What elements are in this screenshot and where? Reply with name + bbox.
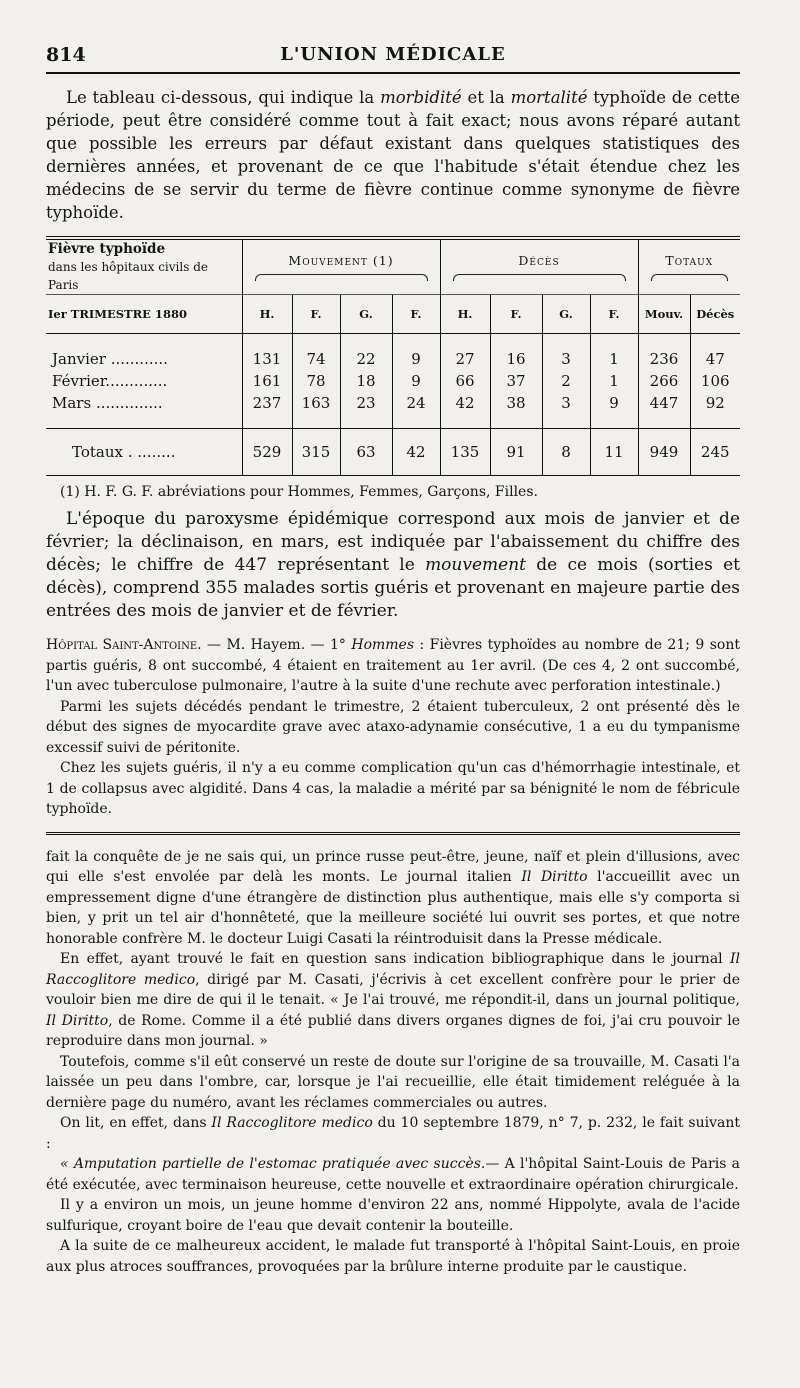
feuilleton-separator [46, 832, 740, 835]
group-deces: Décès [440, 240, 638, 295]
hospital-name: Hôpital Saint-Antoine. [46, 637, 202, 653]
page-header [46, 38, 740, 68]
hospital-paragraph-3: Chez les sujets guéris, il n'y a eu comme complication qu'un cas d'hémorrhagie intestinale, et 1 de collapsus avec algidité. Dans 4 cas, la maladie a mérité par sa bénignité le nom de fébricule typhoïde. [46, 760, 740, 817]
feuilleton-paragraph: fait la conquête de je ne sais qui, un prince russe peut-être, jeune, naïf et plein d'illusions, avec qui elle s'est envolée par delà les monts. Le journal italien Il Diritto l'accueillit avec un empressement digne d'une étrangère de distinction plus authentique, mais elle s'y comporta si bien, y prit un tel air d'honnêteté, que la meilleure société lui ouvrit ses portes, et que notre honorable confrère M. le docteur Luigi Casati la réintroduisit dans la Presse médicale. [46, 848, 741, 947]
table-row: Janvier ............ 131 74 22 9 27 16 3 1 236 47 [46, 334, 740, 371]
intro-paragraph: Le tableau ci-dessous, qui indique la morbidité et la mortalité typhoïde de cette période, peut être considéré comme tout à fait exact; nous avons réparé autant que possible les erreurs par défaut existant dans quelques statistiques des dernières années, et provenant de ce que l'habitude s'était étendue chez les médecins de se servir du terme de fièvre continue comme synonyme de fièvre typhoïde. [46, 88, 740, 222]
col-header: F. [392, 295, 440, 334]
feuilleton-quote: « Amputation partielle de l'estomac pratiquée avec succès.— A l'hôpital Saint-Louis de Paris a été exécutée, avec terminaison heureuse, cette nouvelle et extraordinaire opération chirurgicale. [46, 1156, 740, 1193]
col-header: H. [242, 295, 292, 334]
group-totaux: Totaux [638, 240, 740, 295]
table-footnote: (1) H. F. G. F. abréviations pour Hommes, Femmes, Garçons, Filles. [60, 484, 538, 500]
document-page [46, 38, 740, 1277]
col-header: F. [292, 295, 340, 334]
statistics-table [46, 236, 740, 476]
page-number: 814 [46, 44, 86, 66]
table-total-row: Totaux . ........ 529 315 63 42 135 91 8 11 949 245 [46, 429, 740, 476]
table-header-columns [46, 295, 740, 334]
col-header: Mouv. [638, 295, 690, 334]
col-header: F. [590, 295, 638, 334]
table-row: Mars .............. 237 163 23 24 42 38 3 9 447 92 [46, 392, 740, 429]
hospital-report [46, 635, 740, 820]
table-title: Fièvre typhoïde dans les hôpitaux civils de Paris [48, 241, 208, 292]
feuilleton-paragraph: Il y a environ un mois, un jeune homme d'environ 22 ans, nommé Hippolyte, avala de l'acide sulfurique, croyant boire de l'eau que devait contenir la bouteille. [46, 1197, 740, 1234]
table-header-groups [46, 240, 740, 295]
analysis-paragraph: L'époque du paroxysme épidémique correspond aux mois de janvier et de février; la déclinaison, en mars, est indiquée par l'abaissement du chiffre des décès; le chiffre de 447 représentant le mouvement de ce mois (sorties et décès), comprend 355 malades sortis guéris et provenant en majeure partie des entrées des mois de janvier et de février. [46, 509, 740, 621]
col-header: G. [340, 295, 392, 334]
col-header: Décès [690, 295, 740, 334]
feuilleton-paragraph: A la suite de ce malheureux accident, le malade fut transporté à l'hôpital Saint-Louis, en proie aux plus atroces souffrances, provoquées par la brûlure interne produite par le caustique. [46, 1238, 740, 1275]
hospital-paragraph-1: Hôpital Saint-Antoine. — M. Hayem. — 1° Hommes : Fièvres typhoïdes au nombre de 21; 9 sont partis guéris, 8 ont succombé, 4 étaient en traitement au 1er avril. (De ces 4, 2 ont succombé, l'un avec tuberculose pulmonaire, l'autre à la suite d'une rechute avec perforation intestinale.) [46, 637, 740, 694]
header-rule [46, 72, 740, 74]
group-mouvement: Mouvement (1) [242, 240, 440, 295]
col-header: H. [440, 295, 490, 334]
feuilleton-paragraph: On lit, en effet, dans Il Raccoglitore medico du 10 septembre 1879, n° 7, p. 232, le fait suivant : [46, 1115, 740, 1152]
hospital-paragraph-2: Parmi les sujets décédés pendant le trimestre, 2 étaient tuberculeux, 2 ont présenté dès le début des signes de myocardite grave avec ataxo-adynamie consécutive, 1 a eu du tympanisme excessif suivi de péritonite. [46, 698, 740, 756]
col-header: G. [542, 295, 590, 334]
col-header: F. [490, 295, 542, 334]
trimestre-label: Ier TRIMESTRE 1880 [46, 295, 242, 334]
feuilleton-paragraph: En effet, ayant trouvé le fait en question sans indication bibliographique dans le journal Il Raccoglitore medico, dirigé par M. Casati, j'écrivis à cet excellent confrère pour le prier de vouloir bien me dire de qui il le tenait. « Je l'ai trouvé, me répondit-il, dans un journal politique, Il Diritto, de Rome. Comme il a été publié dans divers organes dignes de foi, j'ai cru pouvoir le reproduire dans mon journal. » [46, 951, 741, 1049]
table-row: Février............. 161 78 18 9 66 37 2 1 266 106 [46, 370, 740, 392]
feuilleton-paragraph: Toutefois, comme s'il eût conservé un reste de doute sur l'origine de sa trouvaille, M. Casati l'a laissée un peu dans l'ombre, car, lorsque je l'ai recueillie, elle était timidement reléguée à la dernière page du numéro, avant les réclames commerciales ou autres. [46, 1053, 740, 1111]
journal-title: L'UNION MÉDICALE [280, 44, 506, 65]
feuilleton-text [46, 847, 740, 1278]
